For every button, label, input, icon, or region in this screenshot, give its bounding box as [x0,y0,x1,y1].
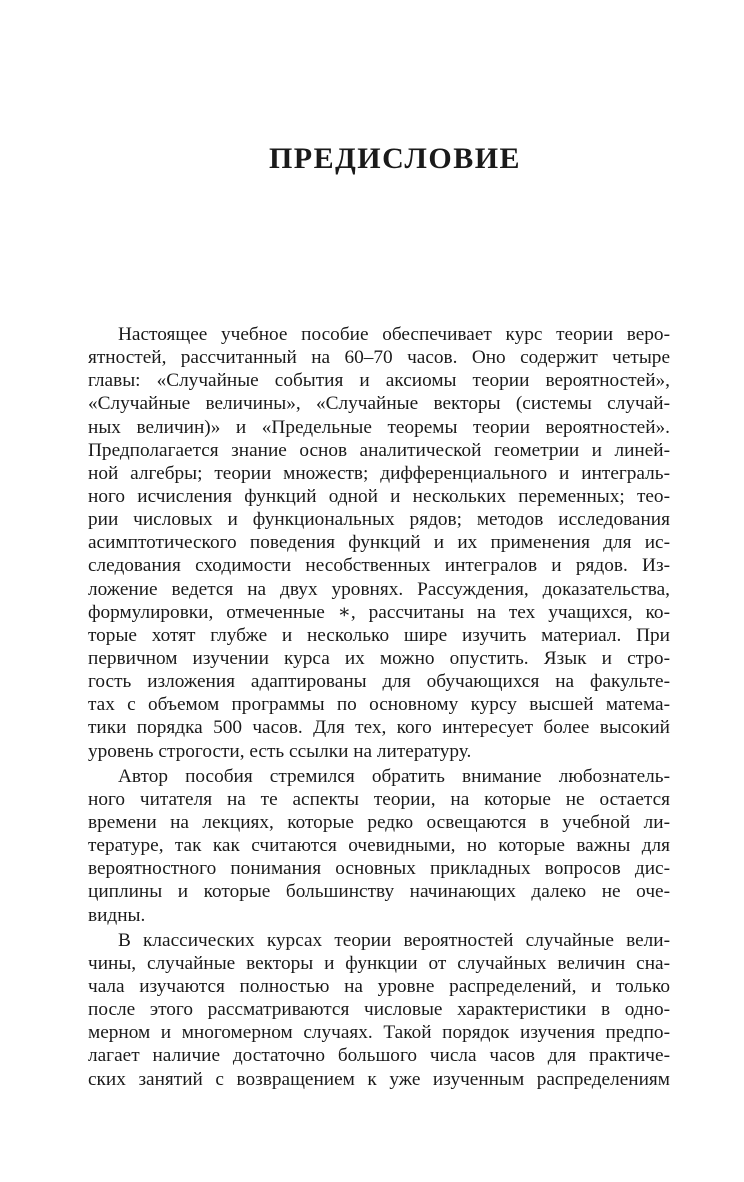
text-line: чала изучаются полностью на уровне распределений, и только [88,975,670,997]
paragraph-1 [88,323,670,763]
text-line: чины, случайные векторы и функции от случайных величин сна- [88,952,670,974]
text-line: первичном изучении курса их можно опустить. Язык и стро- [88,647,670,669]
text-line: ложение ведется на двух уровнях. Рассуждения, доказательства, [88,578,670,600]
text-line: после этого рассматриваются числовые характеристики в одно- [88,999,670,1021]
text-line: циплины и которые большинству начинающих далеко не оче- [88,881,670,903]
text-line: видны. [88,904,146,926]
text-line: тики порядка 500 часов. Для тех, кого интересует более высокий [88,717,670,739]
preface-body [88,323,670,1091]
text-line: ятностей, рассчитанный на 60–70 часов. Оно содержит четыре [88,347,670,369]
text-line: следования сходимости несобственных интегралов и рядов. Из- [88,555,670,577]
text-line: тах с объемом программы по основному курсу высшей матема- [88,694,670,716]
text-line: «Случайные величины», «Случайные векторы (системы случай- [88,393,670,415]
text-line: Автор пособия стремился обратить внимание любознатель- [118,765,670,787]
paragraph-2 [88,765,670,927]
text-line: рии числовых и функциональных рядов; методов исследования [88,509,670,531]
text-line: мерном и многомерном случаях. Такой порядок изучения предпо- [88,1022,670,1044]
paragraph-3 [88,929,670,1091]
text-line: торые хотят глубже и несколько шире изучить материал. При [88,624,670,646]
text-line: главы: «Случайные события и аксиомы теории вероятностей», [88,370,670,392]
text-line: Предполагается знание основ аналитической геометрии и линей- [88,439,670,461]
text-line: В классических курсах теории вероятностей случайные вели- [118,929,670,951]
text-line: лагает наличие достаточно большого числа часов для практиче- [88,1045,670,1067]
text-line: времени на лекциях, которые редко освещаются в учебной ли- [88,811,670,833]
text-line: асимптотического поведения функций и их применения для ис- [88,532,670,554]
page-title: ПРЕДИСЛОВИЕ [268,142,522,175]
text-line: тературе, так как считаются очевидными, но которые важны для [88,835,670,857]
text-line: уровень строгости, есть ссылки на литературу. [88,740,472,762]
text-line: вероятностного понимания основных прикладных вопросов дис- [88,858,670,880]
text-line: формулировки, отмеченные ∗, рассчитаны на тех учащихся, ко- [88,601,670,623]
text-line: ных величин)» и «Предельные теоремы теории вероятностей». [88,416,670,438]
text-line: ного исчисления функций одной и нескольких переменных; тео- [88,485,670,507]
text-line: гость изложения адаптированы для обучающихся на факульте- [88,671,670,693]
text-line: Настоящее учебное пособие обеспечивает курс теории веро- [118,324,670,345]
text-line: ного читателя на те аспекты теории, на которые не остается [88,788,670,810]
text-line: ной алгебры; теории множеств; дифференциального и интеграль- [88,462,670,484]
text-line: ских занятий с возвращением к уже изученным распределениям [88,1068,670,1090]
